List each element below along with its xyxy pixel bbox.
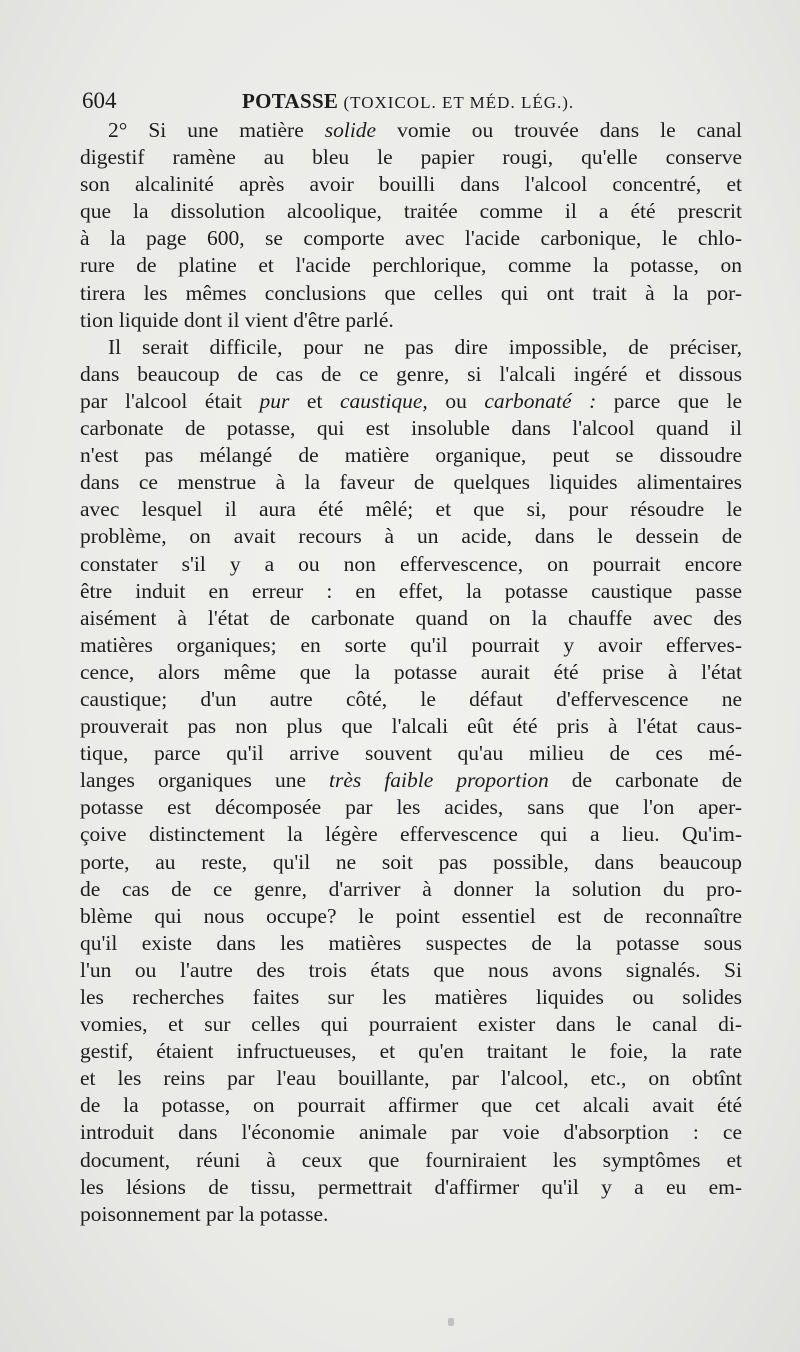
text-line xyxy=(80,794,742,821)
text-line xyxy=(80,334,742,361)
text-line xyxy=(80,117,742,144)
text-line xyxy=(80,903,742,930)
text-run: avec lesquel il aura été mêlé; et que si, pour résoudre le xyxy=(80,497,742,522)
italic-run: carbonaté : xyxy=(484,388,597,413)
text-run: porte, au reste, qu'il ne soit pas possible, dans beaucoup xyxy=(80,849,742,874)
text-run: l'un ou l'autre des trois états que nous avons signalés. Si xyxy=(80,957,742,982)
text-run: potasse est décomposée par les acides, sans que l'on aper- xyxy=(80,795,742,820)
text-run: constater s'il y a ou non effervescence, on pourrait encore xyxy=(80,551,742,576)
text-line xyxy=(80,984,742,1011)
text-run: 2° Si une matière xyxy=(108,118,325,142)
text-run: aisément à l'état de carbonate quand on la chauffe avec des xyxy=(80,605,742,630)
text-line xyxy=(80,740,742,767)
text-run: et xyxy=(289,388,340,413)
text-run: cence, alors même que la potasse aurait été prise à l'état xyxy=(80,659,742,684)
text-run: que la dissolution alcoolique, traitée comme il a été prescrit xyxy=(80,199,742,224)
italic-run: pur xyxy=(259,388,290,413)
text-run: poisonnement par la potasse. xyxy=(80,1201,329,1226)
text-line xyxy=(80,1174,742,1201)
text-run: être induit en erreur : en effet, la potasse caustique passe xyxy=(80,578,742,603)
text-run: problème, on avait recours à un acide, dans le dessein de xyxy=(80,524,742,549)
text-run: digestif ramène au bleu le papier rougi, qu'elle conserve xyxy=(80,145,742,170)
text-run: qu'il existe dans les matières suspectes de la potasse sous xyxy=(80,930,742,955)
text-run: rure de platine et l'acide perchlorique, comme la potasse, on xyxy=(80,253,742,278)
text-line xyxy=(80,415,742,442)
text-run: tique, parce qu'il arrive souvent qu'au milieu de ces mé- xyxy=(80,741,742,766)
text-line xyxy=(80,469,742,496)
text-line xyxy=(80,930,742,957)
ink-speck xyxy=(448,1318,454,1326)
text-run: caustique; d'un autre côté, le défaut d'effervescence ne xyxy=(80,686,742,711)
text-line xyxy=(80,821,742,848)
text-run: parce que le xyxy=(596,388,742,413)
text-line xyxy=(80,361,742,388)
text-line xyxy=(80,957,742,984)
text-line xyxy=(80,252,742,279)
text-line xyxy=(80,225,742,252)
running-header xyxy=(82,84,722,118)
text-line xyxy=(80,551,742,578)
text-line xyxy=(80,144,742,171)
text-line xyxy=(80,849,742,876)
paragraph xyxy=(80,117,742,334)
text-run: vomies, et sur celles qui pourraient exister dans le canal di- xyxy=(80,1012,742,1037)
text-line xyxy=(80,1038,742,1065)
text-line xyxy=(80,280,742,307)
text-line xyxy=(80,388,742,415)
text-run: tion liquide dont il vient d'être parlé. xyxy=(80,307,394,332)
text-run: introduit dans l'économie animale par voie d'absorption : ce xyxy=(80,1120,742,1145)
text-line xyxy=(80,1092,742,1119)
text-run: de la potasse, on pourrait affirmer que cet alcali avait été xyxy=(80,1093,742,1118)
running-title xyxy=(242,84,574,120)
text-line xyxy=(80,876,742,903)
italic-run: caustique, xyxy=(339,388,428,413)
text-line xyxy=(80,307,742,334)
text-run: et les reins par l'eau bouillante, par l'alcool, etc., on obtînt xyxy=(80,1066,742,1091)
text-run: les lésions de tissu, permettrait d'affirmer qu'il y a eu em- xyxy=(80,1174,742,1199)
text-line xyxy=(80,686,742,713)
text-run: prouverait pas non plus que l'alcali eût été pris à l'état caus- xyxy=(80,714,742,739)
text-run: son alcalinité après avoir bouilli dans l'alcool concentré, et xyxy=(80,172,742,197)
running-title-main: POTASSE xyxy=(242,89,339,113)
text-run: n'est pas mélangé de matière organique, peut se dissoudre xyxy=(80,443,742,468)
text-run: vomie ou trouvée dans le canal xyxy=(376,118,742,142)
text-line xyxy=(80,442,742,469)
text-line xyxy=(80,171,742,198)
text-line xyxy=(80,1119,742,1146)
text-run: de carbonate de xyxy=(548,768,742,793)
text-line xyxy=(80,1201,742,1228)
page-number: 604 xyxy=(82,88,117,113)
text-run: carbonate de potasse, qui est insoluble dans l'alcool quand il xyxy=(80,416,742,441)
text-line xyxy=(80,605,742,632)
text-line xyxy=(80,632,742,659)
italic-run: solide xyxy=(324,118,377,142)
paragraph xyxy=(80,334,742,1228)
body-text xyxy=(80,117,742,1228)
text-line xyxy=(80,578,742,605)
text-run: langes organiques une xyxy=(80,768,330,793)
text-run: dans ce menstrue à la faveur de quelques liquides alimentaires xyxy=(80,470,742,495)
text-run: document, réuni à ceux que fourniraient les symptômes et xyxy=(80,1147,742,1172)
text-run: dans beaucoup de cas de ce genre, si l'alcali ingéré et dissous xyxy=(80,361,742,386)
text-line xyxy=(80,198,742,225)
text-line xyxy=(80,1011,742,1038)
text-run: gestif, étaient infructueuses, et qu'en traitant le foie, la rate xyxy=(80,1039,742,1064)
text-line xyxy=(80,767,742,794)
text-run: de cas de ce genre, d'arriver à donner la solution du pro- xyxy=(80,876,742,901)
text-run: çoive distinctement la légère effervescence qui a lieu. Qu'im- xyxy=(80,822,742,847)
text-run: les recherches faites sur les matières liquides ou solides xyxy=(80,985,742,1009)
text-run: tirera les mêmes conclusions que celles qui ont trait à la por- xyxy=(80,280,742,305)
text-run: à la page 600, se comporte avec l'acide carbonique, le chlo- xyxy=(80,226,742,251)
text-line xyxy=(80,1065,742,1092)
italic-run: très faible proportion xyxy=(329,768,549,793)
text-line xyxy=(80,713,742,740)
text-run: matières organiques; en sorte qu'il pourrait y avoir efferves- xyxy=(80,632,742,657)
text-line xyxy=(80,523,742,550)
running-title-sub: (TOXICOL. ET MÉD. LÉG.). xyxy=(338,93,575,112)
text-line xyxy=(80,496,742,523)
text-line xyxy=(80,1147,742,1174)
text-run: blème qui nous occupe? le point essentiel est de reconnaître xyxy=(80,903,742,928)
text-run: par l'alcool était xyxy=(80,388,260,413)
text-line xyxy=(80,659,742,686)
text-run: Il serait difficile, pour ne pas dire impossible, de préciser, xyxy=(108,334,742,359)
text-run: ou xyxy=(427,388,485,413)
